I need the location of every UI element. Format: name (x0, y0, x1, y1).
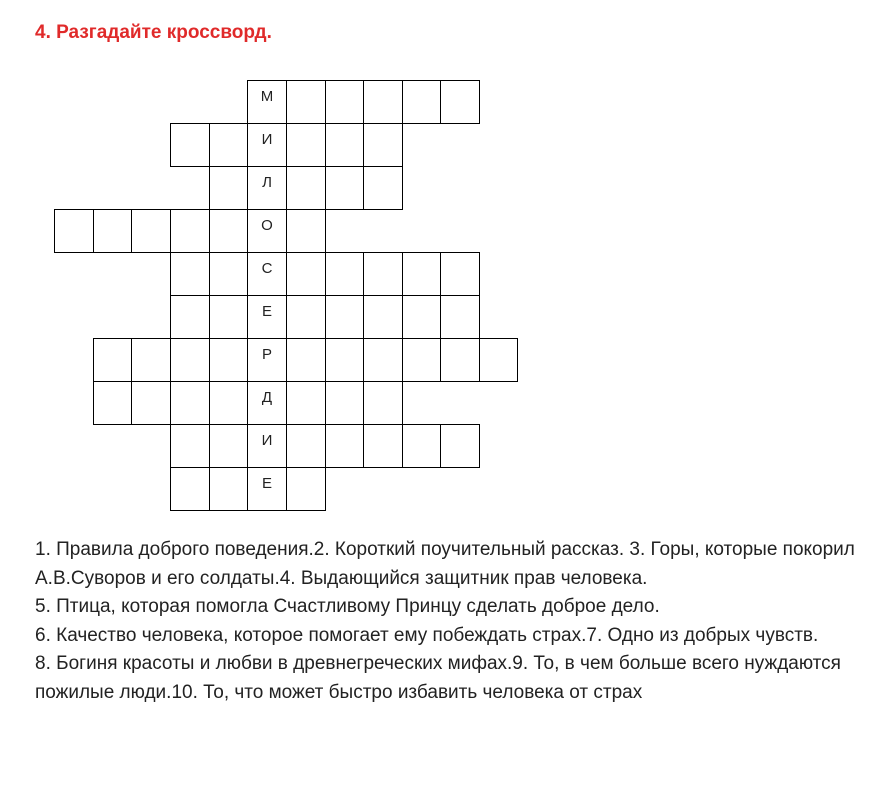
crossword-cell (93, 209, 132, 253)
crossword-cell (286, 252, 326, 296)
crossword-cell (209, 123, 248, 167)
crossword-cell (286, 381, 326, 425)
crossword-cell (170, 209, 210, 253)
crossword-cell (286, 467, 326, 511)
crossword-cell (402, 80, 441, 124)
clue-paragraph: 5. Птица, которая помогла Счастливому Принцу сделать доброе дело. (35, 596, 660, 617)
crossword-cell (325, 338, 364, 382)
crossword-cell (209, 381, 248, 425)
crossword-cell (325, 424, 364, 468)
crossword-cell (402, 424, 441, 468)
keyword-cell: Р (247, 338, 287, 382)
crossword-cell (363, 166, 403, 210)
crossword-cell (286, 166, 326, 210)
crossword-cell (402, 338, 441, 382)
crossword-cell (286, 80, 326, 124)
crossword-cell (363, 381, 403, 425)
keyword-cell: Е (247, 295, 287, 339)
crossword-cell (325, 295, 364, 339)
crossword-cell (170, 338, 210, 382)
crossword-cell (209, 295, 248, 339)
crossword-cell (363, 252, 403, 296)
crossword-cell (131, 338, 171, 382)
crossword-cell (402, 295, 441, 339)
keyword-cell: Е (247, 467, 287, 511)
crossword-cell (363, 338, 403, 382)
crossword-cell (93, 338, 132, 382)
crossword-cell (209, 338, 248, 382)
keyword-cell: Д (247, 381, 287, 425)
keyword-cell: М (247, 80, 287, 124)
crossword-cell (170, 123, 210, 167)
crossword-cell (440, 295, 480, 339)
crossword-cell (363, 424, 403, 468)
crossword-cell (131, 381, 171, 425)
crossword-cell (325, 381, 364, 425)
crossword-cell (440, 338, 480, 382)
crossword-cell (209, 467, 248, 511)
crossword-cell (170, 467, 210, 511)
crossword-cell (131, 209, 171, 253)
keyword-cell: И (247, 424, 287, 468)
crossword-cell (286, 424, 326, 468)
crossword-cell (363, 295, 403, 339)
keyword-cell: Л (247, 166, 287, 210)
keyword-cell: С (247, 252, 287, 296)
crossword-cell (286, 123, 326, 167)
crossword-cell (479, 338, 518, 382)
crossword-cell (286, 338, 326, 382)
crossword-cell (93, 381, 132, 425)
crossword-cell (170, 424, 210, 468)
crossword-cell (286, 295, 326, 339)
crossword-cell (363, 123, 403, 167)
crossword-cell (325, 252, 364, 296)
crossword-cell (209, 209, 248, 253)
clue-paragraph: 1. Правила доброго поведения.2. Короткий поучительный рассказ. 3. Горы, которые покорил А.В.Суворов и его солдаты.4. Выдающийся защитник прав человека. (35, 539, 855, 589)
crossword-cell (325, 80, 364, 124)
page-title: 4. Разгадайте кроссворд. (35, 22, 272, 43)
crossword-cell (54, 209, 94, 253)
keyword-cell: О (247, 209, 287, 253)
crossword-cell (170, 295, 210, 339)
crossword-cell (209, 166, 248, 210)
crossword-cell (402, 252, 441, 296)
crossword-cell (440, 424, 480, 468)
clue-paragraph: 8. Богиня красоты и любви в древнегреческих мифах.9. То, в чем больше всего нуждаются пожилые люди.10. То, что может быстро избавить человека от страх (35, 653, 841, 703)
crossword-cell (209, 252, 248, 296)
crossword-cell (363, 80, 403, 124)
crossword-cell (286, 209, 326, 253)
crossword-cell (170, 252, 210, 296)
crossword-cell (440, 252, 480, 296)
crossword-cell (325, 123, 364, 167)
crossword-cell (209, 424, 248, 468)
clue-paragraph: 6. Качество человека, которое помогает ему побеждать страх.7. Одно из добрых чувств. (35, 624, 819, 646)
clues-list (35, 536, 885, 707)
crossword-cell (325, 166, 364, 210)
crossword-cell (170, 381, 210, 425)
crossword-cell (440, 80, 480, 124)
keyword-cell: И (247, 123, 287, 167)
